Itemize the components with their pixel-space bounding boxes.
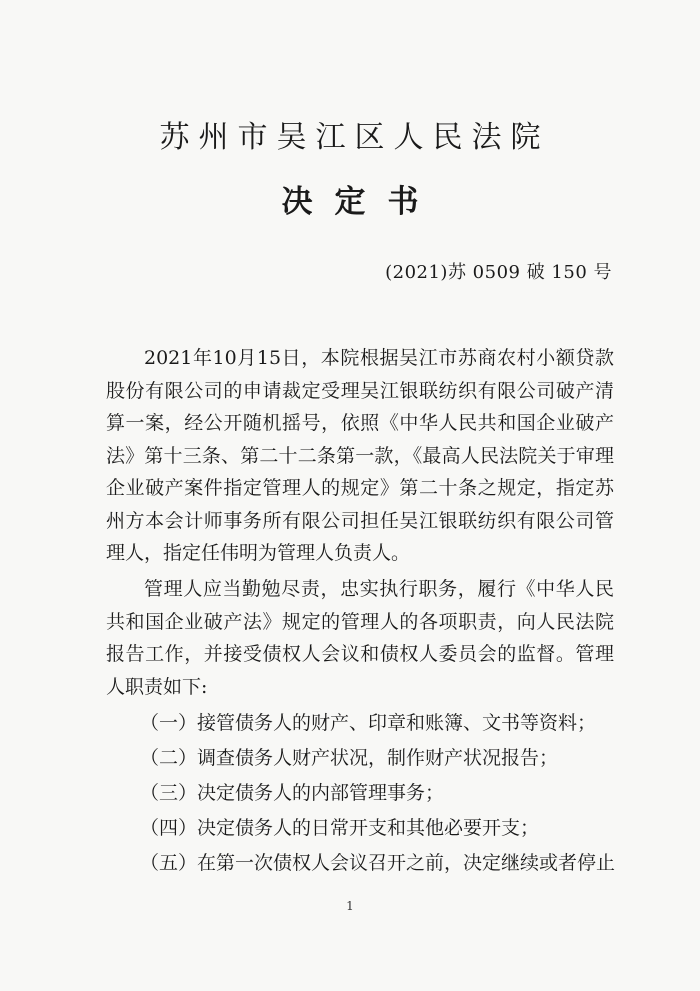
- body-paragraph-decision: 2021年10月15日，本院根据吴江市苏商农村小额贷款股份有限公司的申请裁定受理吴江银联纺织有限公司破产清算一案，经公开随机摇号，依照《中华人民共和国企业破产法》第十三条、第二十二条第一款，《最高人民法院关于审理企业破产案件指定管理人的规定》第二十条之规定，指定苏州方本会计师事务所有限公司担任吴江银联纺织有限公司管理人，指定任伟明为管理人负责人。: [106, 347, 614, 564]
- duty-item: （三）决定债务人的内部管理事务；: [140, 782, 445, 804]
- duty-item: （一）接管债务人的财产、印章和账簿、文书等资料；: [140, 712, 597, 734]
- case-number: (2021)苏 0509 破 150 号: [385, 262, 612, 283]
- duty-item: （二）调查债务人财产状况，制作财产状况报告；: [140, 747, 559, 769]
- duty-item: （四）决定债务人的日常开支和其他必要开支；: [140, 817, 540, 839]
- body-paragraph-duties-intro: 管理人应当勤勉尽责，忠实执行职务，履行《中华人民共和国企业破产法》规定的管理人的各项职责，向人民法院报告工作，并接受债权人会议和债权人委员会的监督。管理人职责如下:: [106, 578, 614, 698]
- document-type-title: 决定书: [281, 184, 441, 220]
- page-number: 1: [346, 899, 354, 913]
- duty-item: （五）在第一次债权人会议召开之前，决定继续或者停止: [140, 852, 616, 874]
- court-name: 苏州市吴江区人民法院: [159, 120, 550, 155]
